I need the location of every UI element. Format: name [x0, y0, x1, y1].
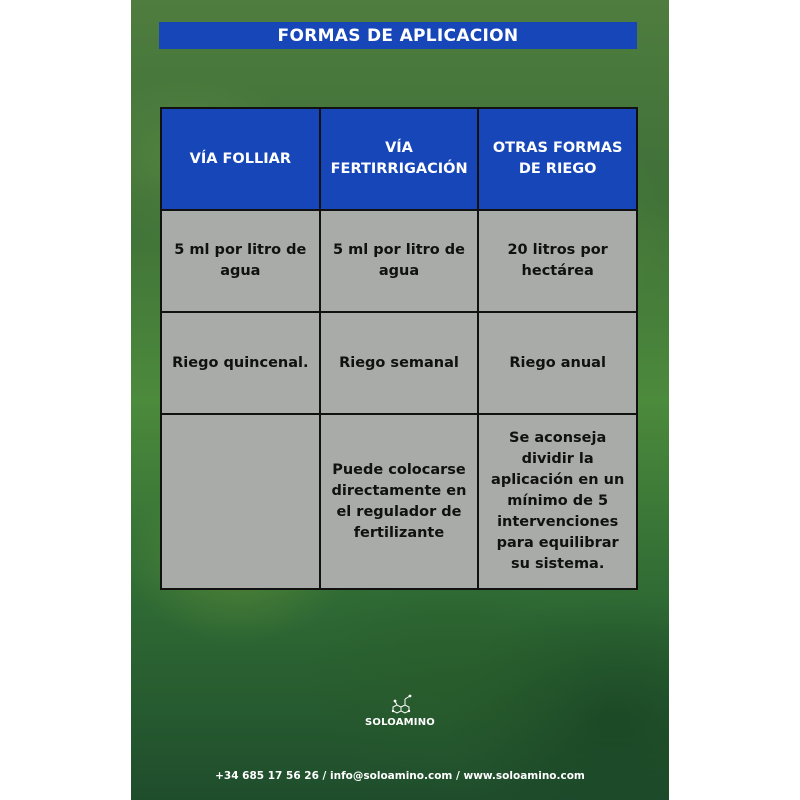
table-cell: Riego quincenal. [161, 312, 320, 414]
header-via-folliar: VÍA FOLLIAR [161, 108, 320, 210]
table-cell-empty [161, 414, 320, 589]
header-otras-formas-riego: OTRAS FORMAS DE RIEGO [478, 108, 637, 210]
table-row [161, 312, 637, 414]
header-via-fertirrigacion: VÍA FERTIRRIGACIÓN [320, 108, 479, 210]
table-cell: Puede colocarse directamente en el regulador de fertilizante [320, 414, 479, 589]
table-row [161, 210, 637, 312]
table-row [161, 414, 637, 589]
brand-logo [131, 693, 669, 728]
contact-footer: +34 685 17 56 26 / info@soloamino.com / www.soloamino.com [215, 770, 585, 782]
table-cell: 5 ml por litro de agua [320, 210, 479, 312]
table-cell: Se aconseja dividir la aplicación en un mínimo de 5 intervenciones para equilibrar su sistema. [478, 414, 637, 589]
page-poster [131, 0, 669, 800]
table-cell: Riego anual [478, 312, 637, 414]
table-cell: 20 litros por hectárea [478, 210, 637, 312]
page-title: FORMAS DE APLICACION [159, 22, 637, 49]
table-header-row [161, 108, 637, 210]
brand-name: SOLOAMINO [364, 717, 436, 728]
table-cell: Riego semanal [320, 312, 479, 414]
application-table [160, 107, 638, 590]
molecule-icon [383, 693, 417, 719]
table-cell: 5 ml por litro de agua [161, 210, 320, 312]
